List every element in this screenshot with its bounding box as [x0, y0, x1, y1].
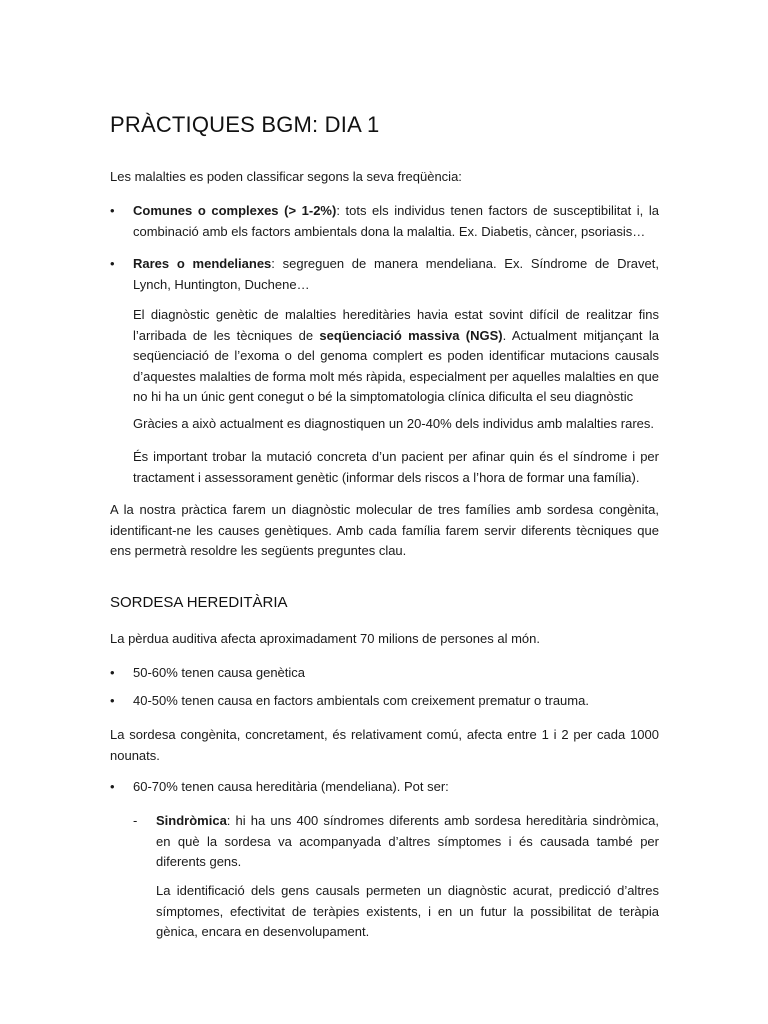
- list-item-text: [156, 811, 659, 873]
- bullet-icon: •: [110, 256, 115, 271]
- hearing-loss-paragraph: La pèrdua auditiva afecta aproximadament 70 milions de persones al món.: [110, 631, 540, 646]
- list-item-body: : segreguen de manera mendeliana. Ex. Síndrome de Dravet, Lynch, Huntington, Duchene…: [133, 256, 659, 292]
- bullet-icon: •: [110, 693, 115, 708]
- bold-term: seqüenciació massiva (NGS): [319, 327, 503, 343]
- section-heading: SORDESA HEREDITÀRIA: [110, 594, 288, 611]
- bold-term: Comunes o complexes (> 1-2%): [133, 203, 337, 218]
- ngs-text-before: El diagnòstic genètic de malalties hereditàries havia estat sovint difícil de realitzar fins l’arribada de les tècniques de: [133, 307, 659, 343]
- bullet-icon: •: [110, 665, 115, 680]
- bold-term: Sindròmica: [156, 813, 227, 828]
- diagnosis-paragraph: Gràcies a això actualment es diagnostiquen un 20-40% dels individus amb malalties rares.: [133, 416, 655, 431]
- mutation-paragraph: És important trobar la mutació concreta d’un pacient per afinar quin és el síndrome i per tractament i assessorament genètic (informar dels riscos a l’hora de formar una família).: [133, 449, 659, 485]
- list-item-body: : tots els individus tenen factors de susceptibilitat i, la combinació amb els factors ambientals dona la malaltia. Ex. Diabetis, càncer, psoriasis…: [133, 203, 659, 239]
- page-title: PRÀCTIQUES BGM: DIA 1: [110, 112, 380, 137]
- list-item-body: 50-60% tenen causa genètica: [133, 665, 306, 680]
- list-item-body: 40-50% tenen causa en factors ambientals com creixement prematur o trauma.: [133, 693, 589, 708]
- document-page: [110, 0, 659, 1024]
- ngs-paragraph: [133, 305, 659, 408]
- bullet-icon: •: [110, 203, 115, 218]
- intro-paragraph: Les malalties es poden classificar segons la seva freqüència:: [110, 169, 462, 184]
- practice-paragraph: A la nostra pràctica farem un diagnòstic molecular de tres famílies amb sordesa congènita, identificant-ne les causes genètiques. Amb cada família farem servir diferents tècniques que ens permetrà resoldre les següents preguntes clau.: [110, 502, 659, 558]
- ngs-text-after: . Actualment mitjançant la seqüenciació de l’exoma o del genoma complert es poden identificar mutacions causals d’aquestes malalties de forma molt més ràpida, especialment per aquelles malalties en que no hi ha un únic gent conegut o bé la simptomatologia clínica dificulta el seu diagnòstic: [133, 327, 659, 404]
- list-item-body: 60-70% tenen causa hereditària (mendeliana). Pot ser:: [133, 779, 449, 794]
- list-item-text: [133, 254, 659, 295]
- bold-term: Rares o mendelianes: [133, 256, 272, 271]
- bullet-icon: •: [110, 779, 115, 794]
- dash-icon: -: [133, 813, 138, 828]
- list-item-body: : hi ha uns 400 síndromes diferents amb sordesa hereditària sindròmica, en què la sordesa va acompanyada d’altres símptomes i és causada també per diferents gens.: [156, 813, 659, 869]
- congenital-paragraph: La sordesa congènita, concretament, és relativament comú, afecta entre 1 i 2 per cada 1000 nounats.: [110, 727, 659, 763]
- list-item-text: [133, 201, 659, 242]
- identification-paragraph: La identificació dels gens causals permeten un diagnòstic acurat, predicció d’altres símptomes, efectivitat de teràpies existents, i en un futur la possibilitat de teràpia gènica, encara en desenvolupament.: [156, 883, 659, 939]
